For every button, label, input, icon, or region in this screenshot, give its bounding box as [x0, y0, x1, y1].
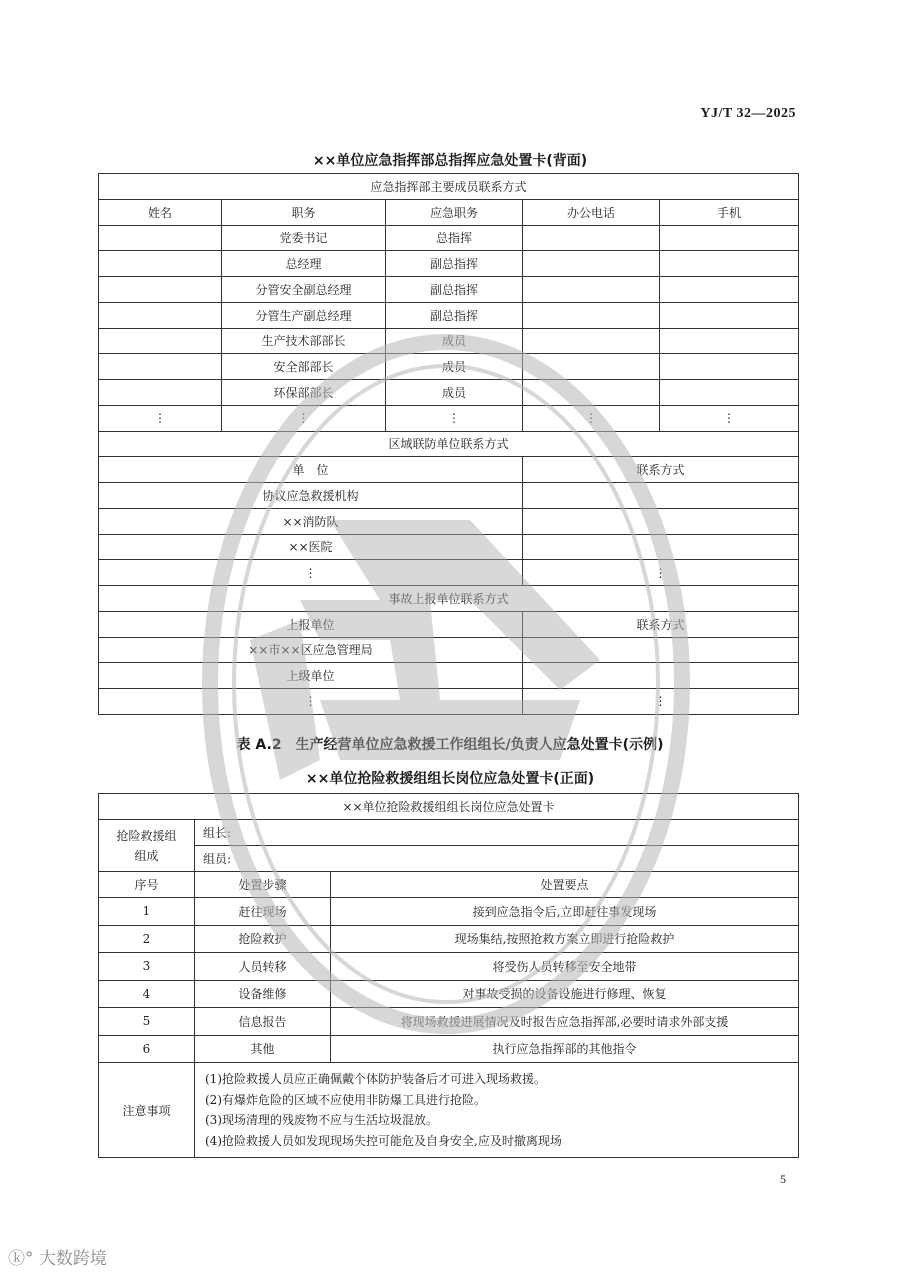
table-cell: ⋮	[99, 689, 523, 715]
table-cell	[523, 328, 660, 354]
table-cell: 2	[99, 925, 195, 953]
table-cell: 党委书记	[222, 225, 386, 251]
table-cell	[523, 534, 799, 560]
contact-row	[99, 483, 799, 509]
member-field: 组员:	[195, 846, 799, 872]
contact-row	[99, 508, 799, 534]
standard-code: YJ/T 32—2025	[700, 106, 796, 121]
table-cell: 执行应急指挥部的其他指令	[331, 1035, 799, 1063]
member-row	[99, 380, 799, 406]
table-cell	[523, 354, 660, 380]
table-cell: 5	[99, 1008, 195, 1036]
contact-row	[99, 663, 799, 689]
table-cell	[99, 277, 222, 303]
table-cell	[660, 380, 799, 406]
table-cell: ⋮	[523, 560, 799, 586]
table-cell	[660, 277, 799, 303]
contacts-table	[98, 173, 799, 715]
table-cell	[99, 251, 222, 277]
member-row	[99, 354, 799, 380]
note-item: (1)抢险救援人员应正确佩戴个体防护装备后才可进入现场救援。	[205, 1072, 547, 1086]
card-front-title: ××单位抢险救援组组长岗位应急处置卡(正面)	[305, 771, 595, 787]
table-cell: 安全部部长	[222, 354, 386, 380]
table-cell: ⋮	[660, 405, 799, 431]
column-header: 处置要点	[331, 872, 799, 898]
table-cell	[523, 380, 660, 406]
table-cell: 4	[99, 980, 195, 1008]
table-cell: 协议应急救援机构	[99, 483, 523, 509]
table-cell: 副总指挥	[386, 277, 523, 303]
table-cell: ⋮	[386, 405, 523, 431]
leader-field: 组长:	[195, 820, 799, 846]
contact-row	[99, 560, 799, 586]
member-row	[99, 277, 799, 303]
card-inner-title: ××单位抢险救援组组长岗位应急处置卡	[99, 794, 799, 820]
team-row	[99, 820, 799, 846]
column-header: 联系方式	[523, 457, 799, 483]
watermark-logo-icon: ⓚ°	[8, 1249, 34, 1269]
inner-title-row	[99, 794, 799, 820]
table-cell: ⋮	[222, 405, 386, 431]
notes-row	[99, 1063, 799, 1158]
table-cell	[660, 251, 799, 277]
table-cell: 设备维修	[195, 980, 331, 1008]
step-row	[99, 1035, 799, 1063]
step-row	[99, 980, 799, 1008]
table-cell: 分管生产副总经理	[222, 302, 386, 328]
table-cell	[99, 328, 222, 354]
table-cell	[523, 302, 660, 328]
column-header: 序号	[99, 872, 195, 898]
section-title-row	[99, 586, 799, 612]
table-a2-caption: 表 A.2 生产经营单位应急救援工作组组长/负责人应急处置卡(示例)	[236, 737, 664, 753]
note-item: (4)抢险救援人员如发现现场失控可能危及自身安全,应及时撤离现场	[205, 1133, 562, 1148]
column-header: 联系方式	[523, 611, 799, 637]
table-cell: 3	[99, 953, 195, 981]
table-cell: 分管安全副总经理	[222, 277, 386, 303]
table-cell	[523, 637, 799, 663]
note-item: (2)有爆炸危险的区域不应使用非防爆工具进行抢险。	[205, 1092, 487, 1107]
watermark-brand	[8, 1244, 107, 1269]
table-cell	[523, 225, 660, 251]
table-cell: 总指挥	[386, 225, 523, 251]
member-row	[99, 302, 799, 328]
table-cell: 抢险救护	[195, 925, 331, 953]
contact-row	[99, 637, 799, 663]
table-cell: 环保部部长	[222, 380, 386, 406]
table-cell	[660, 354, 799, 380]
header-row	[99, 457, 799, 483]
section-title: 事故上报单位联系方式	[99, 586, 799, 612]
table-cell: 接到应急指令后,立即赶往事发现场	[331, 898, 799, 926]
member-row	[99, 328, 799, 354]
table-cell: 对事故受损的设备设施进行修理、恢复	[331, 980, 799, 1008]
watermark-text: 大数跨境	[38, 1249, 107, 1269]
table-cell: 现场集结,按照抢救方案立即进行抢险救护	[331, 925, 799, 953]
page-number: 5	[780, 1172, 786, 1186]
contact-row	[99, 689, 799, 715]
section-title: 区域联防单位联系方式	[99, 431, 799, 457]
table-cell	[660, 328, 799, 354]
table-cell: ⋮	[523, 689, 799, 715]
table-cell: 成员	[386, 380, 523, 406]
table-cell	[660, 225, 799, 251]
step-row	[99, 898, 799, 926]
contact-row	[99, 534, 799, 560]
card-back-title: ××单位应急指挥部总指挥应急处置卡(背面)	[312, 153, 588, 169]
column-header: 职务	[222, 199, 386, 225]
team-row	[99, 846, 799, 872]
table-cell: 生产技术部部长	[222, 328, 386, 354]
column-header: 手机	[660, 199, 799, 225]
step-row	[99, 925, 799, 953]
table-cell: ××消防队	[99, 508, 523, 534]
disposal-card-table	[98, 793, 799, 1158]
column-header: 单 位	[99, 457, 523, 483]
table-cell: 人员转移	[195, 953, 331, 981]
table-cell: ××医院	[99, 534, 523, 560]
table-cell	[523, 663, 799, 689]
table-cell: 成员	[386, 328, 523, 354]
table-cell	[523, 277, 660, 303]
table-cell: 6	[99, 1035, 195, 1063]
table-cell: ⋮	[99, 405, 222, 431]
table-cell: 副总指挥	[386, 251, 523, 277]
table-cell	[660, 302, 799, 328]
header-row	[99, 611, 799, 637]
step-row	[99, 1008, 799, 1036]
table-cell: 副总指挥	[386, 302, 523, 328]
header-row	[99, 199, 799, 225]
column-header: 姓名	[99, 199, 222, 225]
table-cell: 总经理	[222, 251, 386, 277]
table-cell	[523, 508, 799, 534]
table-cell	[523, 251, 660, 277]
header-row	[99, 872, 799, 898]
table-cell	[99, 302, 222, 328]
member-row	[99, 251, 799, 277]
table-cell: ××市××区应急管理局	[99, 637, 523, 663]
team-label: 抢险救援组组成	[99, 820, 195, 872]
table-cell: ⋮	[523, 405, 660, 431]
table-cell: 1	[99, 898, 195, 926]
note-item: (3)现场清理的残废物不应与生活垃圾混放。	[205, 1113, 438, 1127]
section-title-row	[99, 174, 799, 200]
section-title-row	[99, 431, 799, 457]
table-cell	[99, 354, 222, 380]
table-cell: 信息报告	[195, 1008, 331, 1036]
table-cell	[523, 483, 799, 509]
table-cell: 上级单位	[99, 663, 523, 689]
column-header: 上报单位	[99, 611, 523, 637]
table-cell: 成员	[386, 354, 523, 380]
column-header: 应急职务	[386, 199, 523, 225]
member-row	[99, 225, 799, 251]
member-row	[99, 405, 799, 431]
table-cell: 其他	[195, 1035, 331, 1063]
notes-list	[195, 1063, 799, 1158]
section-title: 应急指挥部主要成员联系方式	[99, 174, 799, 200]
table-cell: ⋮	[99, 560, 523, 586]
step-row	[99, 953, 799, 981]
notes-label: 注意事项	[99, 1063, 195, 1158]
table-cell: 将受伤人员转移至安全地带	[331, 953, 799, 981]
table-cell: 赶往现场	[195, 898, 331, 926]
table-cell	[99, 380, 222, 406]
table-cell	[99, 225, 222, 251]
column-header: 处置步骤	[195, 872, 331, 898]
column-header: 办公电话	[523, 199, 660, 225]
table-cell: 将现场救援进展情况及时报告应急指挥部,必要时请求外部支援	[331, 1008, 799, 1036]
